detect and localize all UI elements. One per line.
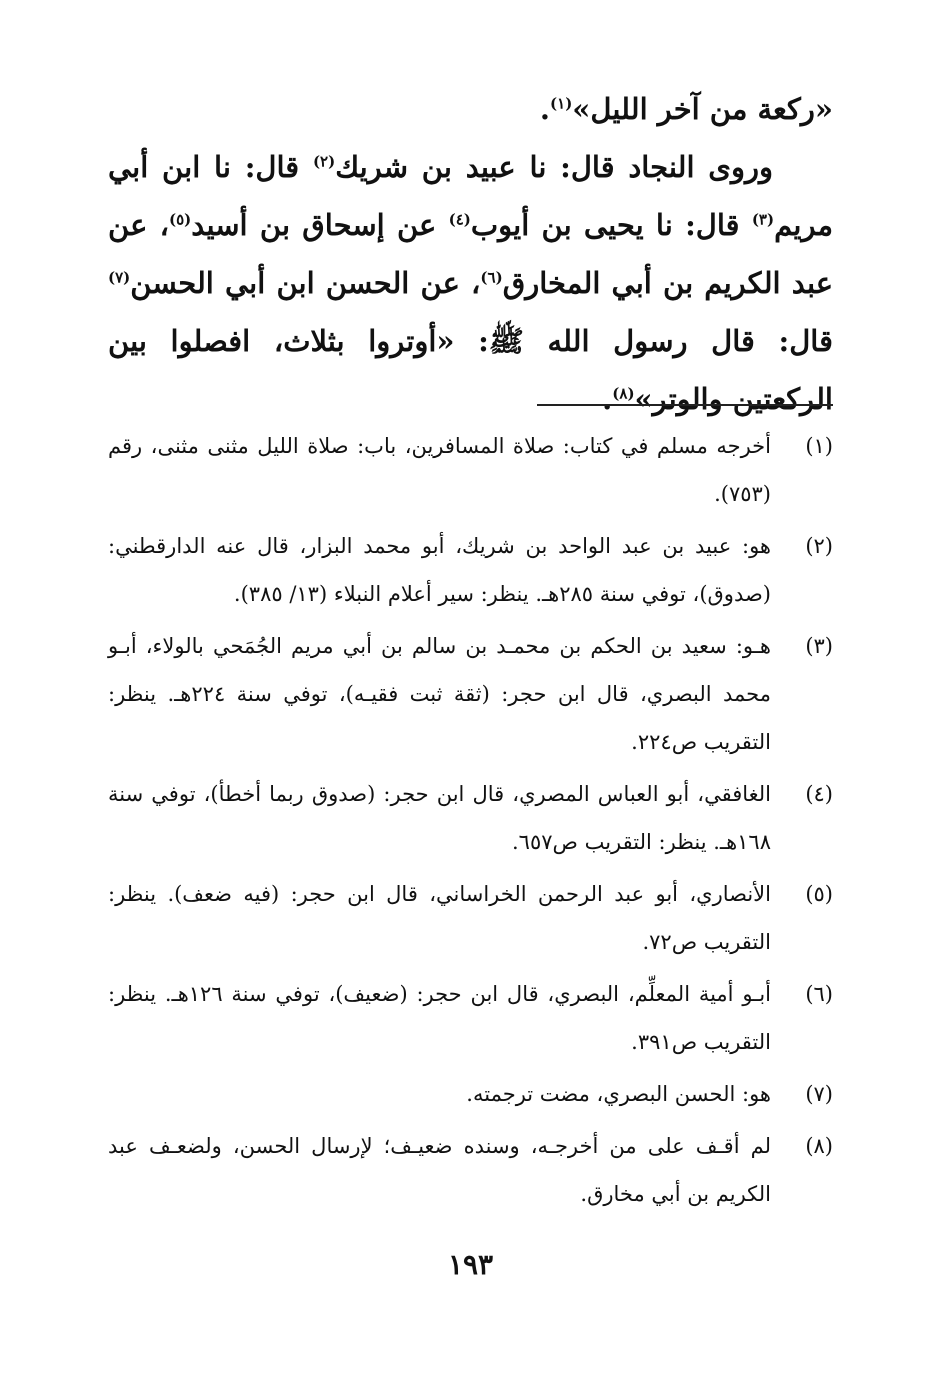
footnote-ref: (٧) bbox=[108, 268, 131, 287]
main-paragraph bbox=[108, 138, 833, 428]
footnote-number: (٨) bbox=[805, 1134, 833, 1158]
footnote-number: (٧) bbox=[805, 1082, 833, 1106]
footnote-number: (٤) bbox=[805, 782, 833, 806]
main-text-segment: . bbox=[539, 92, 551, 126]
footnote-number: (٥) bbox=[805, 882, 833, 906]
footnote-number: (٦) bbox=[805, 982, 833, 1006]
page-number: ١٩٣ bbox=[447, 1248, 494, 1281]
main-text-segment: ، عن عبد الكريم بن أبي المخارق bbox=[108, 208, 834, 300]
footnote-6 bbox=[108, 970, 833, 1066]
footnote-text: هـو: سعيد بن الحكم بن محمـد بن سالم بن أبي مريم الجُمَحي بالولاء، أبـو محمد البصري، قال ابن حجر: (ثقة ثبت فقيـه)، توفي سنة ٢٢٤هـ. ينظر: التقريب ص٢٢٤. bbox=[108, 634, 771, 754]
main-line-1 bbox=[108, 80, 833, 138]
footnote-number: (١) bbox=[805, 434, 833, 458]
footnote-text: أبـو أمية المعلِّم، البصري، قال ابن حجر: (ضعيف)، توفي سنة ١٢٦هـ. ينظر: التقريب ص٣٩١. bbox=[108, 982, 771, 1054]
main-text-segment: عن إسحاق بن أسيد bbox=[191, 208, 449, 242]
footnote-7 bbox=[108, 1070, 833, 1118]
footnote-8 bbox=[108, 1122, 833, 1218]
footnote-text: لم أقـف على من أخرجـه، وسنده ضعيـف؛ لإرسال الحسن، ولضعـف عبد الكريم بن أبي مخارق. bbox=[108, 1134, 771, 1206]
footnote-ref: (٣) bbox=[751, 210, 775, 229]
footnote-3 bbox=[108, 622, 833, 766]
footnotes-section bbox=[108, 422, 833, 1222]
footnote-number: (٣) bbox=[805, 634, 833, 658]
main-text-segment: . bbox=[602, 382, 613, 416]
footnote-4 bbox=[108, 770, 833, 866]
footnote-text: هو: عبيد بن عبد الواحد بن شريك، أبو محمد البزار، قال عنه الدارقطني: (صدوق)، توفي سنة ٢٨٥هـ. ينظر: سير أعلام النبلاء (١٣/ ٣٨٥). bbox=[108, 534, 771, 606]
footnote-number: (٢) bbox=[805, 534, 833, 558]
main-text-segment: «ركعة من آخر الليل» bbox=[572, 92, 833, 126]
main-text-segment: قال: قال رسول الله ﷺ: «أوتروا بثلاث، افصلوا بين الركعتين والوتر» bbox=[108, 324, 833, 416]
footnote-text: أخرجه مسلم في كتاب: صلاة المسافرين، باب: صلاة الليل مثنى مثنى، رقم (٧٥٣). bbox=[108, 434, 771, 506]
footnote-ref: (٥) bbox=[169, 210, 192, 229]
footnote-ref: (٤) bbox=[448, 210, 471, 229]
main-text-segment: ، عن الحسن ابن أبي الحسن bbox=[130, 266, 481, 300]
footnote-ref: (٢) bbox=[312, 152, 336, 171]
footnote-separator bbox=[537, 404, 833, 406]
main-text-segment: وروى النجاد قال: نا عبيد بن شريك bbox=[335, 150, 773, 184]
footnote-2 bbox=[108, 522, 833, 618]
footnote-text: الغافقي، أبو العباس المصري، قال ابن حجر: (صدوق ربما أخطأ)، توفي سنة ١٦٨هـ. ينظر: التقريب ص٦٥٧. bbox=[108, 782, 771, 854]
footnote-text: الأنصاري، أبو عبد الرحمن الخراساني، قال ابن حجر: (فيه ضعف). ينظر: التقريب ص٧٢. bbox=[108, 882, 771, 954]
footnote-ref: (١) bbox=[550, 94, 573, 113]
footnote-ref: (٦) bbox=[480, 268, 503, 287]
footnote-ref: (٨) bbox=[612, 384, 635, 403]
footnote-5 bbox=[108, 870, 833, 966]
footnote-text: هو: الحسن البصري، مضت ترجمته. bbox=[466, 1082, 771, 1106]
main-text-segment: قال: نا يحيى بن أيوب bbox=[470, 208, 752, 242]
main-text-segment: قال: نا ابن أبي مريم bbox=[108, 150, 833, 242]
main-text bbox=[108, 80, 833, 428]
footnote-1 bbox=[108, 422, 833, 518]
